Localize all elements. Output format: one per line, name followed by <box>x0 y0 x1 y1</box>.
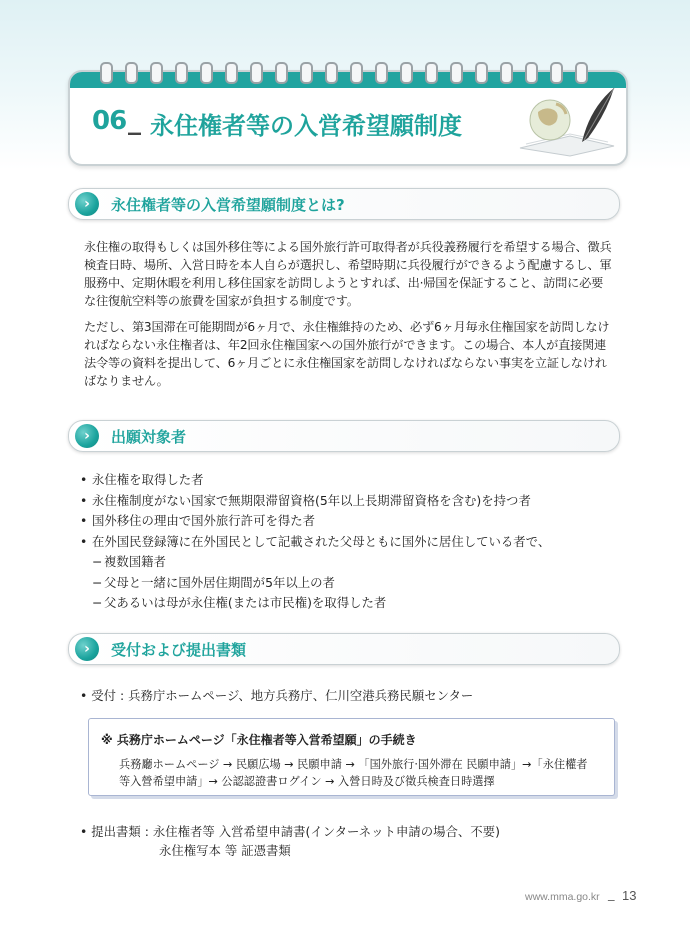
arrow-right-icon: › <box>75 424 99 448</box>
globe-quill-icon <box>510 78 620 158</box>
list-subitem: − 父母と一緒に国外居住期間が5年以上の者 <box>92 574 335 590</box>
arrow-right-icon: › <box>75 637 99 661</box>
section-header-eligible <box>68 420 620 452</box>
section-title: 出願対象者 <box>111 428 187 446</box>
intro-paragraph-1: 永住権の取得もしくは国外移住等による国外旅行許可取得者が兵役義務履行を希望する場合、徴兵検査日時、場所、入営日時を本人自らが選択し、希望時期に兵役履行ができるよう配慮するし、軍服務中、定期休暇を利用し移住国家を訪問しようとすれば、出·帰国を保証すること、訪問に必要な往復航空料等の旅費を国家が負担する制度です。 <box>84 240 612 308</box>
list-item: • 永住権を取得した者 <box>80 472 204 487</box>
documents-line-2: 永住権写本 等 証憑書類 <box>159 843 291 858</box>
binder-ring <box>275 62 288 84</box>
eligible-list <box>80 470 620 614</box>
list-item: • 永住権制度がない国家で無期限滞留資格(5年以上長期滞留資格を含む)を持つ者 <box>80 492 531 508</box>
chapter-number: 06 <box>92 106 127 136</box>
binder-ring <box>400 62 413 84</box>
section-title: 受付および提出書類 <box>111 641 247 659</box>
footer-url: www.mma.go.kr <box>525 891 600 903</box>
binder-ring <box>425 62 438 84</box>
note-body: 兵務廳ホームページ → 民願広場 → 民願申請 → 「国外旅行·国外滞在 民願申請」→「永住權者 等入營希望申請」→ 公認認證書ログイン → 入營日時及び徵兵検査日時選擇 <box>119 758 588 788</box>
list-subitem: − 父あるいは母が永住権(または市民権)を取得した者 <box>92 595 387 610</box>
arrow-right-icon: › <box>75 192 99 216</box>
section-header-reception <box>68 633 620 665</box>
page-title: 永住権者等の入営希望願制度 <box>150 112 462 140</box>
section-header-about <box>68 188 620 220</box>
binder-ring <box>100 62 113 84</box>
footer-separator: _ <box>608 887 615 902</box>
binder-ring <box>250 62 263 84</box>
binder-ring <box>450 62 463 84</box>
note-title: ※ 兵務庁ホームページ「永住権者等入営希望願」の手続き <box>101 733 417 747</box>
binder-ring <box>225 62 238 84</box>
documents-line: • 提出書類 : 永住権者等 入営希望申請書(インターネット申請の場合、不要) <box>80 824 500 839</box>
binder-ring <box>300 62 313 84</box>
reception-line: • 受付 : 兵務庁ホームページ、地方兵務庁、仁川空港兵務民願センター <box>80 688 474 703</box>
binder-ring <box>350 62 363 84</box>
binder-ring <box>125 62 138 84</box>
page-number: 13 <box>622 888 637 903</box>
binder-ring <box>200 62 213 84</box>
binder-ring <box>325 62 338 84</box>
list-subitem: − 複数国籍者 <box>92 554 166 569</box>
binder-ring <box>175 62 188 84</box>
list-item: • 在外国民登録簿に在外国民として記載された父母ともに国外に居住している者で、 <box>80 533 551 549</box>
list-item: • 国外移住の理由で国外旅行許可を得た者 <box>80 513 316 528</box>
title-card <box>68 70 628 166</box>
intro-paragraph-2: ただし、第3国滞在可能期間が6ヶ月で、永住権維持のため、必ず6ヶ月毎永住権国家を訪問しなければならない永住権者は、年2回永住権国家への国外旅行ができます。この場合、本人が直接関連法令等の資料を提出して、6ヶ月ごとに永住権国家を訪問しなければならない事実を立証しなければなりません。 <box>84 320 610 388</box>
binder-ring <box>475 62 488 84</box>
title-separator: _ <box>128 106 141 136</box>
section-title: 永住権者等の入営希望願制度とは? <box>111 196 345 214</box>
binder-ring <box>150 62 163 84</box>
note-box <box>88 718 615 796</box>
binder-ring <box>375 62 388 84</box>
